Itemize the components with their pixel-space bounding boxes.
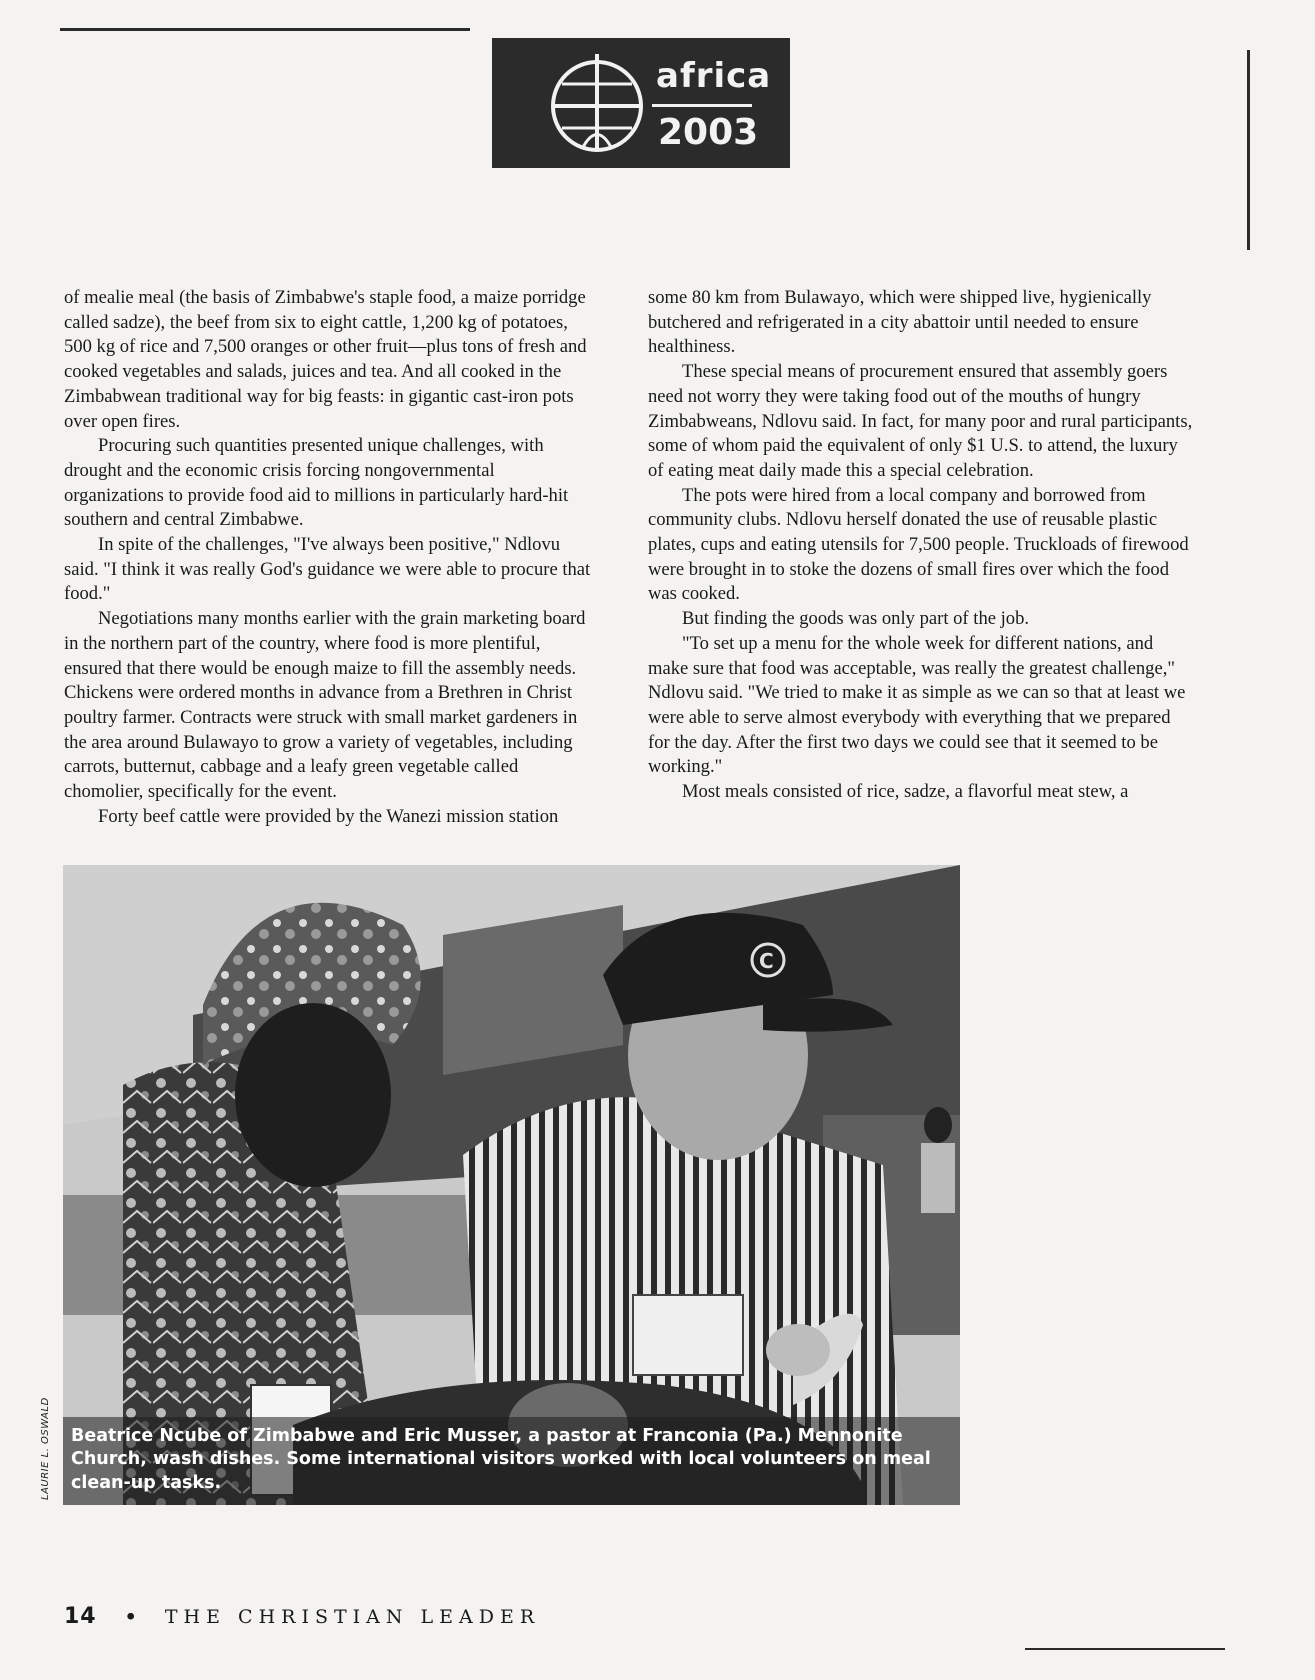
photo-caption: Beatrice Ncube of Zimbabwe and Eric Musser, a pastor at Franconia (Pa.) Mennonite Church, wash dishes. Some international visitors worked with local volunteers on meal clean-up tasks. <box>63 1417 960 1506</box>
top-rule <box>60 28 470 31</box>
right-margin-rule <box>1247 50 1250 250</box>
article-column-left <box>64 286 594 829</box>
globe-cross-icon <box>542 50 652 160</box>
bottom-rule <box>1025 1648 1225 1650</box>
paragraph: Procuring such quantities presented unique challenges, with drought and the economic crisis forcing nongovernmental organizations to provide food aid to millions in particularly hard-hit southern and central Zimbabwe. <box>64 435 569 531</box>
paragraph: But finding the goods was only part of the job. <box>682 608 1030 630</box>
logo-divider <box>652 104 752 107</box>
page-footer <box>64 1604 540 1629</box>
paragraph: These special means of procurement ensured that assembly goers need not worry they were taking food out of the mouths of hungry Zimbabweans, Ndlovu said. In fact, for many poor and rural participants, some of whom paid the equivalent of only $1 U.S. to attend, the luxury of eating meat daily made this a special celebration. <box>648 361 1193 481</box>
paragraph: "To set up a menu for the whole week for different nations, and make sure that food was acceptable, was really the greatest challenge," Ndlovu said. "We tried to make it as simple as we can so that at least we were able to serve almost everybody with everything that we prepared for the day. After the first two days we could see that it seemed to be working." <box>648 632 1186 778</box>
paragraph: some 80 km from Bulawayo, which were shipped live, hygienically butchered and refrigerated in a city abattoir until needed to ensure healthiness. <box>648 287 1152 358</box>
footer-bullet: • <box>124 1606 137 1628</box>
page-number: 14 <box>64 1604 97 1629</box>
photo-illustration <box>63 865 960 1505</box>
photo-credit: LAURIE L. OSWALD <box>40 1397 51 1500</box>
cap-logo: C <box>759 949 774 973</box>
publication-name: THE CHRISTIAN LEADER <box>164 1606 541 1628</box>
photo <box>63 865 960 1505</box>
africa-2003-logo <box>492 38 790 168</box>
paragraph: of mealie meal (the basis of Zimbabwe's staple food, a maize porridge called sadze), the beef from six to eight cattle, 1,200 kg of potatoes, 500 kg of rice and 7,500 oranges or other fruit—plus tons of fresh and cooked vegetables and salads, juices and tea. And all cooked in the Zimbabwean traditional way for big feasts: in gigantic cast-iron pots over open fires. <box>64 287 587 432</box>
article-column-right <box>648 286 1196 805</box>
paragraph: Most meals consisted of rice, sadze, a flavorful meat stew, a <box>682 781 1129 803</box>
paragraph: Negotiations many months earlier with the grain marketing board in the northern part of the country, where food is more plentiful, ensured that there would be enough maize to fill the assembly needs. Chickens were ordered months in advance from a Brethren in Christ poultry farmer. Contracts were struck with small market gardeners in the area around Bulawayo to grow a variety of vegetables, including carrots, butternut, cabbage and a leafy green vegetable called chomolier, specifically for the event. <box>64 608 586 803</box>
logo-year: 2003 <box>658 112 759 153</box>
paragraph: Forty beef cattle were provided by the Wanezi mission station <box>98 805 559 827</box>
paragraph: In spite of the challenges, "I've always been positive," Ndlovu said. "I think it was really God's guidance we were able to procure that food." <box>64 534 591 605</box>
logo-word: africa <box>656 56 772 96</box>
paragraph: The pots were hired from a local company and borrowed from community clubs. Ndlovu herself donated the use of reusable plastic plates, cups and eating utensils for 7,500 people. Truckloads of firewood were brought in to stoke the dozens of small fires over which the food was cooked. <box>648 484 1189 605</box>
